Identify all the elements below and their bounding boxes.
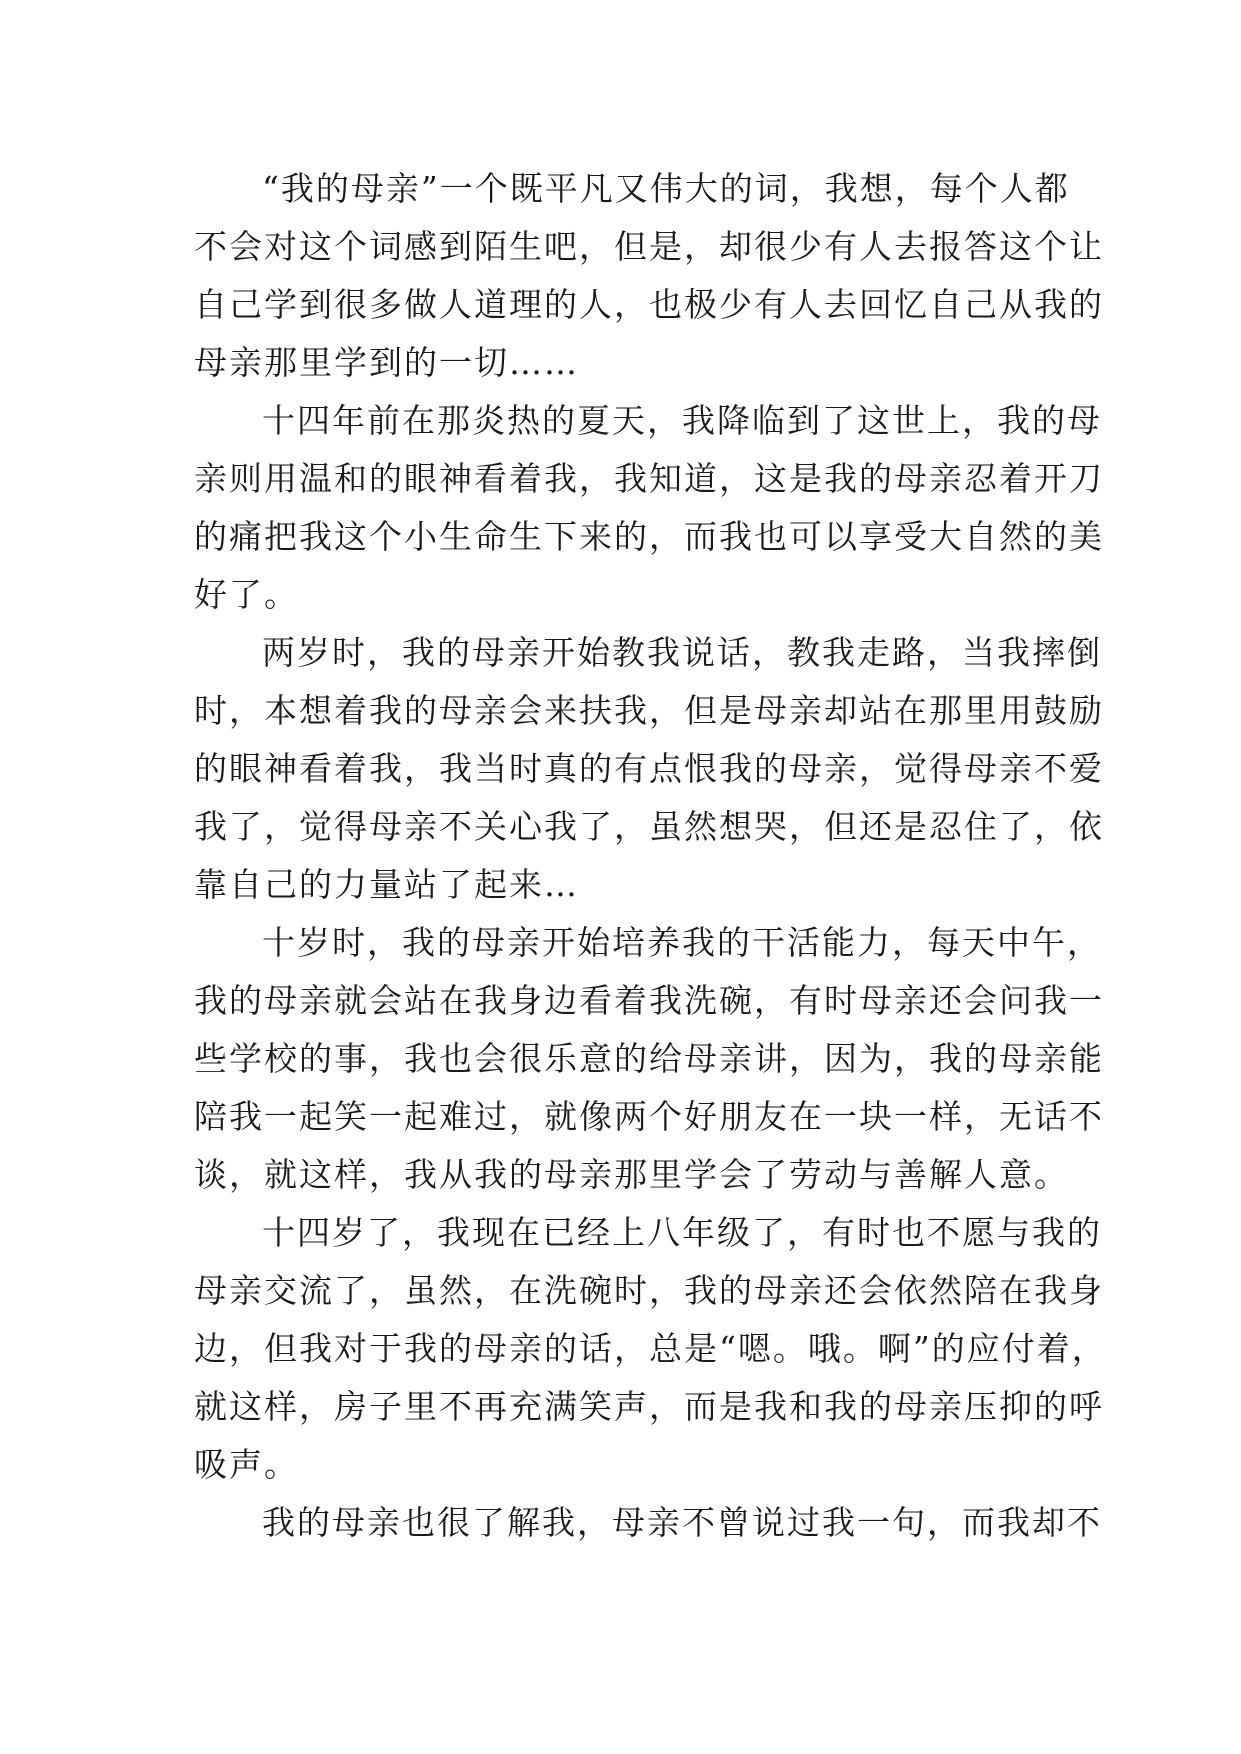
text-line: 谈，就这样，我从我的母亲那里学会了劳动与善解人意。 [194, 1155, 1069, 1194]
text-line: 自己学到很多做人道理的人，也极少有人去回忆自己从我的 [194, 285, 1104, 324]
text-line: 十四岁了，我现在已经上八年级了，有时也不愿与我的 [262, 1213, 1102, 1252]
text-line: 母亲那里学到的一切…… [194, 343, 579, 382]
text-line: 靠自己的力量站了起来… [194, 865, 579, 904]
text-line: “我的母亲”一个既平凡又伟大的词，我想，每个人都 [262, 169, 1070, 208]
text-line: 亲则用温和的眼神看着我，我知道，这是我的母亲忍着开刀 [194, 459, 1104, 498]
text-line: 十岁时，我的母亲开始培养我的干活能力，每天中午， [262, 923, 1102, 962]
text-line: 些学校的事，我也会很乐意的给母亲讲，因为，我的母亲能 [194, 1039, 1104, 1078]
text-line: 我的母亲也很了解我，母亲不曾说过我一句，而我却不 [262, 1503, 1102, 1542]
essay-body [194, 160, 1107, 1552]
text-line: 我的母亲就会站在我身边看着我洗碗，有时母亲还会问我一 [194, 981, 1104, 1020]
text-line: 不会对这个词感到陌生吧，但是，却很少有人去报答这个让 [194, 227, 1104, 266]
text-line: 的眼神看着我，我当时真的有点恨我的母亲，觉得母亲不爱 [194, 749, 1104, 788]
text-line: 好了。 [194, 575, 299, 614]
text-line: 边，但我对于我的母亲的话，总是“嗯。哦。啊”的应付着， [194, 1329, 1107, 1368]
text-line: 的痛把我这个小生命生下来的，而我也可以享受大自然的美 [194, 517, 1104, 556]
text-line: 两岁时，我的母亲开始教我说话，教我走路，当我摔倒 [262, 633, 1102, 672]
text-line: 十四年前在那炎热的夏天，我降临到了这世上，我的母 [262, 401, 1102, 440]
text-line: 陪我一起笑一起难过，就像两个好朋友在一块一样，无话不 [194, 1097, 1104, 1136]
text-line: 就这样，房子里不再充满笑声，而是我和我的母亲压抑的呼 [194, 1387, 1104, 1426]
text-line: 我了，觉得母亲不关心我了，虽然想哭，但还是忍住了，依 [194, 807, 1104, 846]
text-line: 吸声。 [194, 1445, 299, 1484]
text-line: 时，本想着我的母亲会来扶我，但是母亲却站在那里用鼓励 [194, 691, 1104, 730]
text-line: 母亲交流了，虽然，在洗碗时，我的母亲还会依然陪在我身 [194, 1271, 1104, 1310]
